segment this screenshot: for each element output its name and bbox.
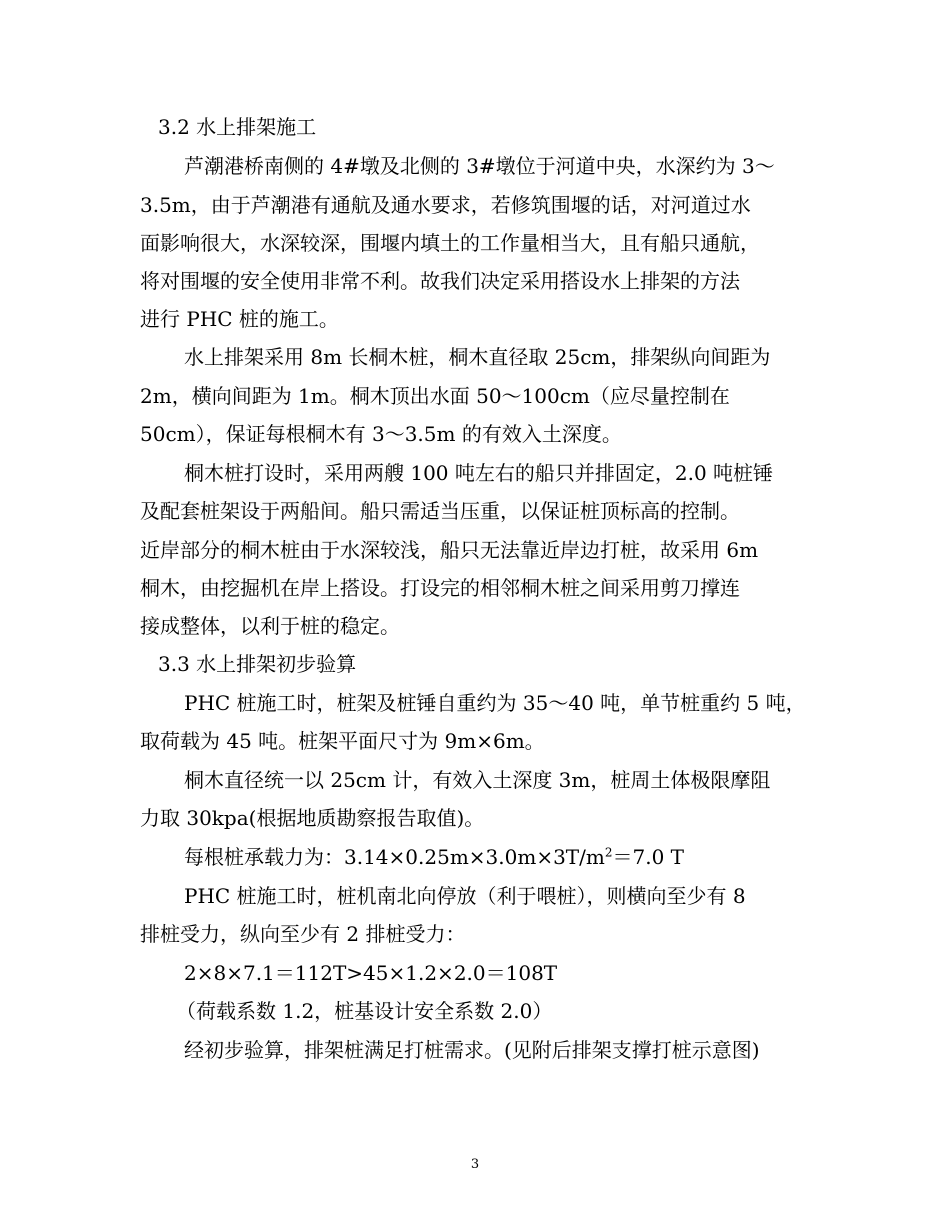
paragraph-line: 面影响很大，水深较深，围堰内填土的工作量相当大，且有船只通航， — [140, 231, 760, 255]
paragraph-line: 3.5m，由于芦潮港有通航及通水要求，若修筑围堰的话，对河道过水 — [140, 193, 751, 217]
formula-load-check: 2×8×7.1＝112T>45×1.2×2.0＝108T — [184, 961, 558, 985]
paragraph-line: 桐木桩打设时，采用两艘 100 吨左右的船只并排固定，2.0 吨桩锤 — [184, 461, 774, 485]
section-heading-3-2: 3.2 水上排架施工 — [158, 115, 317, 139]
paragraph-line: 进行 PHC 桩的施工。 — [140, 307, 339, 331]
formula-superscript: 2 — [604, 845, 613, 860]
paragraph-line: 取荷载为 45 吨。桩架平面尺寸为 9m×6m。 — [140, 729, 545, 753]
paragraph-line: 水上排架采用 8m 长桐木桩，桐木直径取 25cm，排架纵向间距为 — [184, 345, 771, 369]
paragraph-line: 及配套桩架设于两船间。船只需适当压重，以保证桩顶标高的控制。 — [140, 499, 740, 523]
paragraph-line: 将对围堰的安全使用非常不利。故我们决定采用搭设水上排架的方法 — [140, 269, 740, 293]
paragraph-line: 力取 30kpa(根据地质勘察报告取值)。 — [140, 806, 485, 830]
paragraph-line: 接成整体，以利于桩的稳定。 — [140, 614, 400, 638]
paragraph-line: 近岸部分的桐木桩由于水深较浅，船只无法靠近岸边打桩，故采用 6m — [140, 538, 759, 562]
page-number: 3 — [470, 1157, 480, 1172]
formula-text: 每根桩承载力为：3.14×0.25m×3.0m×3T/m — [184, 845, 605, 869]
paragraph-line: 排桩受力，纵向至少有 2 排桩受力： — [140, 922, 466, 946]
paragraph-line: 50cm），保证每根桐木有 3～3.5m 的有效入土深度。 — [140, 422, 622, 446]
paragraph-line: PHC 桩施工时，桩架及桩锤自重约为 35～40 吨，单节桩重约 5 吨， — [184, 691, 806, 715]
paragraph-line: PHC 桩施工时，桩机南北向停放（利于喂桩），则横向至少有 8 — [184, 884, 746, 908]
formula-result: ＝7.0 T — [612, 845, 684, 869]
paragraph-line: 桐木，由挖掘机在岸上搭设。打设完的相邻桐木桩之间采用剪刀撑连 — [140, 576, 740, 600]
conclusion-line: 经初步验算，排架桩满足打桩需求。(见附后排架支撑打桩示意图) — [184, 1038, 760, 1062]
paragraph-line: 芦潮港桥南侧的 4#墩及北侧的 3#墩位于河道中央，水深约为 3～ — [184, 154, 775, 178]
paragraph-line: 桐木直径统一以 25cm 计，有效入土深度 3m，桩周土体极限摩阻 — [184, 768, 771, 792]
formula-bearing-capacity — [184, 843, 684, 871]
coefficient-note: （荷载系数 1.2，桩基设计安全系数 2.0） — [176, 999, 553, 1023]
section-heading-3-3: 3.3 水上排架初步验算 — [158, 652, 357, 676]
paragraph-line: 2m，横向间距为 1m。桐木顶出水面 50～100cm（应尽量控制在 — [140, 384, 730, 408]
